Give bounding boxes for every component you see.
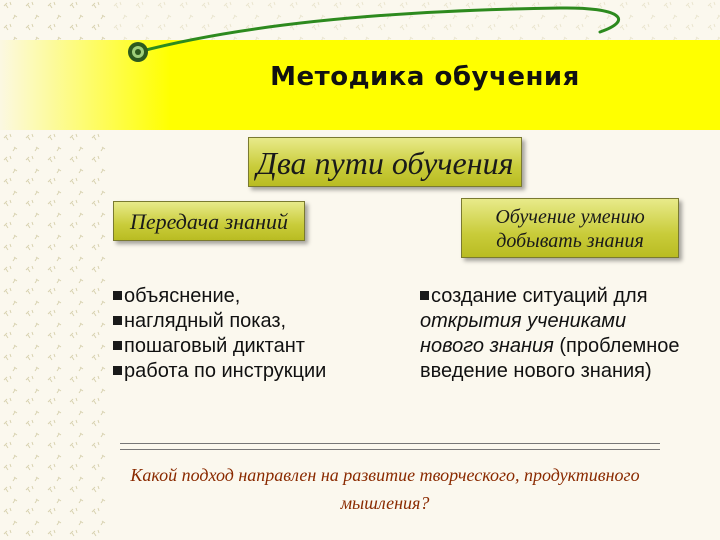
right-heading-line: добывать знания bbox=[496, 230, 644, 252]
right-text-plain: создание ситуаций для bbox=[431, 285, 648, 307]
divider-line bbox=[120, 443, 660, 450]
list-item: работа по инструкции bbox=[113, 359, 413, 384]
bullet-icon bbox=[113, 316, 122, 325]
list-item: пошаговый диктант bbox=[113, 334, 413, 359]
bullet-icon bbox=[113, 366, 122, 375]
right-heading-box bbox=[461, 198, 679, 258]
main-heading-box: Два пути обучения bbox=[248, 137, 522, 187]
bullet-icon bbox=[113, 291, 122, 300]
bullet-icon bbox=[113, 341, 122, 350]
question-text bbox=[0, 461, 720, 517]
slide-title: Методика обучения bbox=[270, 62, 580, 92]
right-text-plain: (проблемное введение нового знания) bbox=[420, 335, 680, 382]
right-list bbox=[420, 284, 680, 384]
right-text-italic: открытия учениками нового знания bbox=[420, 310, 627, 357]
question-line: мышления? bbox=[340, 493, 430, 513]
left-heading-box: Передача знаний bbox=[113, 201, 305, 241]
right-heading-line: Обучение умению bbox=[495, 206, 645, 228]
left-list bbox=[113, 284, 413, 384]
list-item: объяснение, bbox=[113, 284, 413, 309]
bullet-icon bbox=[420, 291, 429, 300]
question-line: Какой подход направлен на развитие творческого, продуктивного bbox=[130, 465, 640, 485]
list-item: наглядный показ, bbox=[113, 309, 413, 334]
